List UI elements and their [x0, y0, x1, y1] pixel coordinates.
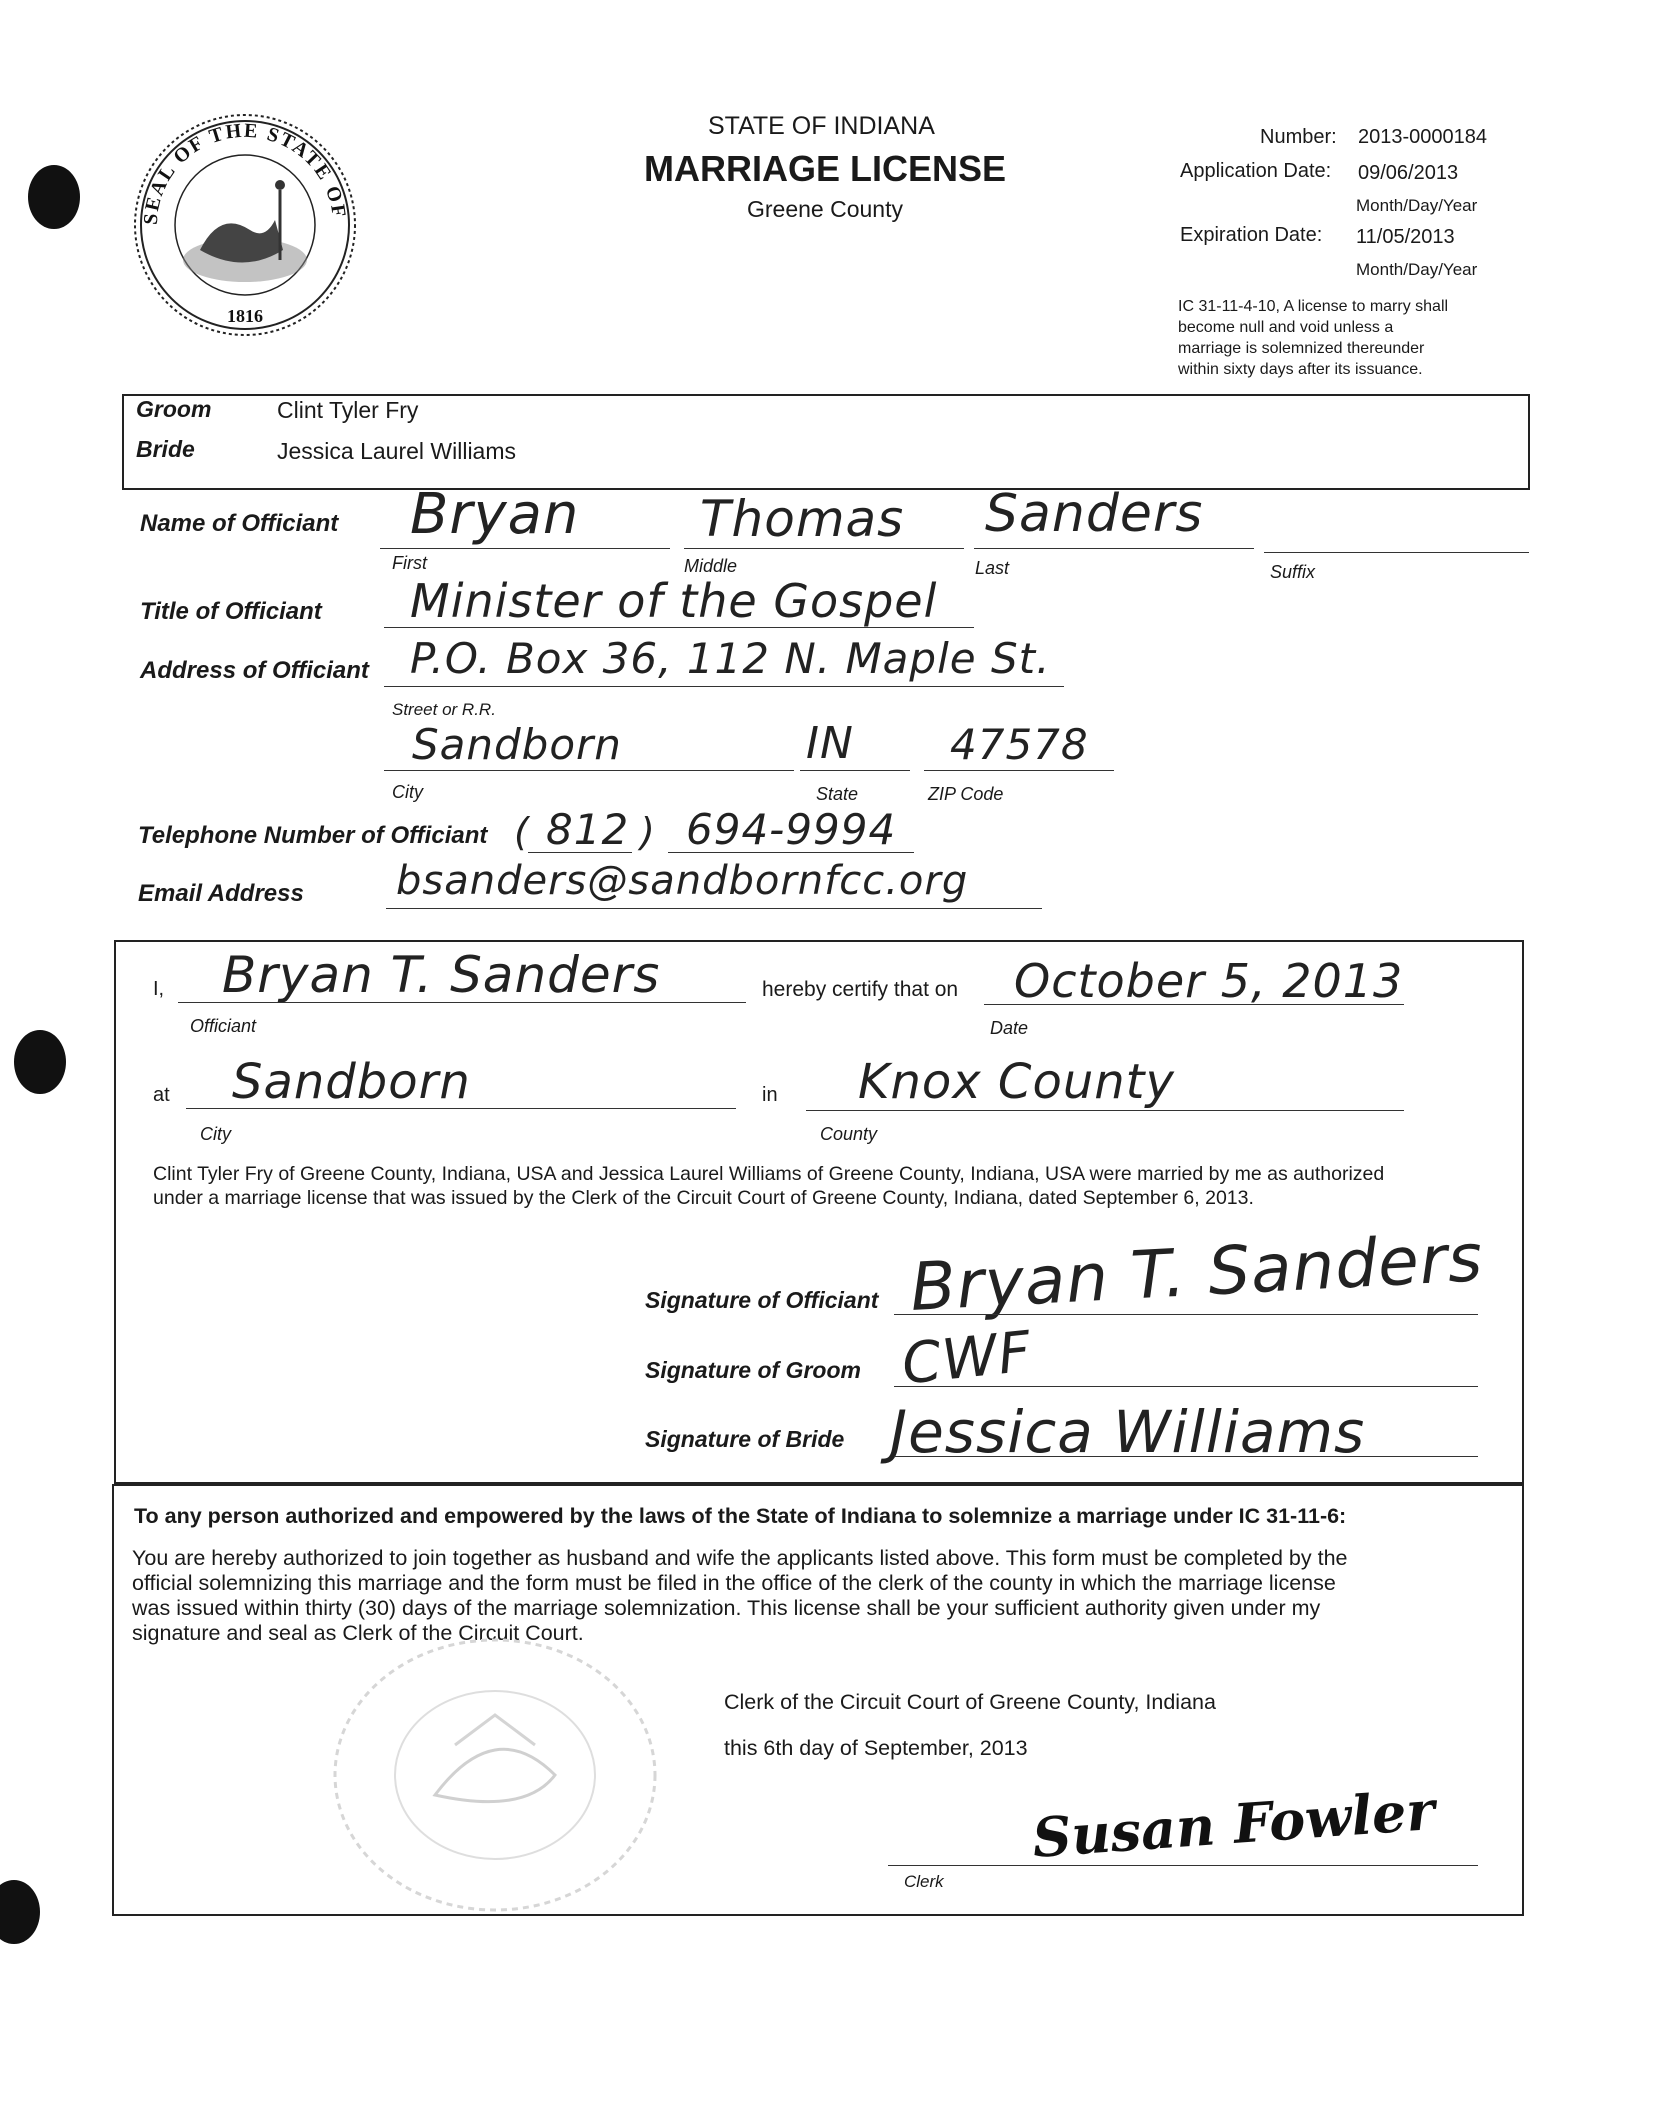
punch-hole-top: [28, 165, 80, 229]
cert-county: Knox County: [858, 1054, 1175, 1110]
groom-name: Clint Tyler Fry: [277, 397, 419, 423]
officiant-zip: 47578: [950, 720, 1089, 769]
clerk-caption: Clerk: [904, 1872, 944, 1891]
middle-name-line: [684, 548, 964, 549]
cert-date: October 5, 2013: [1014, 954, 1404, 1008]
svg-text:SEAL OF THE STATE OF INDIANA: [130, 110, 350, 226]
state-line: [800, 770, 910, 771]
street-line: [384, 686, 1064, 687]
embossed-seal-graphic: [325, 1635, 665, 1915]
phone-close-paren: ): [640, 810, 656, 854]
officiant-address-label: Address of Officiant: [140, 657, 369, 684]
last-name-line: [974, 548, 1254, 549]
seal-graphic: [130, 110, 360, 340]
punch-hole-bottom: [0, 1880, 40, 1944]
suffix-line: [1264, 552, 1529, 553]
bride-name: Jessica Laurel Williams: [277, 438, 517, 464]
seal-text: SEAL OF THE STATE OF: [139, 119, 350, 226]
sig-officiant: Bryan T. Sanders: [908, 1219, 1485, 1326]
document-title: MARRIAGE LICENSE: [644, 148, 1007, 189]
cert-county-caption: County: [820, 1124, 878, 1144]
cert-date-caption: Date: [990, 1018, 1029, 1038]
cert-officiant-name: Bryan T. Sanders: [222, 946, 661, 1004]
suffix-caption: Suffix: [1270, 562, 1316, 582]
sig-groom: CWF: [898, 1319, 1035, 1398]
phone-area-code: 812: [546, 805, 630, 854]
sig-officiant-line: [894, 1314, 1478, 1315]
clerk-title: Clerk of the Circuit Court of Greene County, Indiana: [724, 1690, 1216, 1714]
zip-line: [924, 770, 1114, 771]
cert-in-label: in: [762, 1084, 778, 1106]
officiant-phone-label: Telephone Number of Officiant: [138, 822, 488, 849]
cert-officiant-caption: Officiant: [190, 1016, 257, 1036]
title-line: [384, 627, 974, 628]
sig-groom-label: Signature of Groom: [645, 1357, 861, 1383]
expiration-date-label: Expiration Date:: [1180, 224, 1323, 246]
clerk-signature: Susan Fowler: [1030, 1778, 1437, 1870]
officiant-email: bsanders@sandbornfcc.org: [396, 858, 969, 904]
officiant-middle-name: Thomas: [700, 490, 905, 548]
cert-city-line: [186, 1108, 736, 1109]
application-date-format: Month/Day/Year: [1356, 196, 1478, 215]
cert-city: Sandborn: [232, 1054, 471, 1110]
city-line: [384, 770, 794, 771]
street-caption: Street or R.R.: [392, 700, 496, 719]
state-caption: State: [816, 784, 859, 804]
officiant-first-name: Bryan: [410, 482, 580, 547]
number-label: Number:: [1260, 126, 1337, 148]
license-number: 2013-0000184: [1358, 126, 1488, 148]
last-caption: Last: [975, 558, 1010, 578]
cert-statement: Clint Tyler Fry of Greene County, Indiana, USA and Jessica Laurel Williams of Greene County, Indiana, USA were married by me as authorized under a marriage license that was issued by the Clerk of the Circuit Court of Greene County, Indiana, dated September 6, 2013.: [153, 1163, 1385, 1209]
cert-at-label: at: [153, 1084, 170, 1106]
expiration-date-format: Month/Day/Year: [1356, 260, 1478, 279]
cert-county-line: [806, 1110, 1404, 1111]
authorization-body: You are hereby authorized to join together as husband and wife the applicants listed above. This form must be completed by the official solemnizing this marriage and the form must be filed in the office of the clerk of the county in which the marriage license was issued within thirty (30) days of the marriage solemnization. This license shall be your sufficient authority given under my signature and seal as Clerk of the Circuit Court.: [132, 1546, 1348, 1645]
first-caption: First: [392, 553, 427, 573]
cert-officiant-line: [178, 1002, 746, 1003]
city-caption: City: [392, 782, 423, 802]
cert-city-caption: City: [200, 1124, 231, 1144]
seal-year: 1816: [227, 306, 263, 326]
sig-groom-line: [894, 1386, 1478, 1387]
sig-bride-line: [894, 1456, 1478, 1457]
officiant-name-label: Name of Officiant: [140, 510, 339, 537]
state-seal: [130, 110, 360, 340]
state-heading: STATE OF INDIANA: [708, 112, 935, 140]
application-date: 09/06/2013: [1358, 162, 1459, 184]
area-code-line: [528, 852, 632, 853]
officiant-state: IN: [806, 718, 854, 769]
officiant-title: Minister of the Gospel: [410, 574, 938, 628]
county-heading: Greene County: [747, 196, 903, 222]
cert-certify-label: hereby certify that on: [762, 978, 959, 1001]
clerk-signature-line: [888, 1865, 1478, 1866]
sig-officiant-label: Signature of Officiant: [645, 1287, 879, 1313]
punch-hole-middle: [14, 1030, 66, 1094]
validity-notice: IC 31-11-4-10, A license to marry shall become null and void unless a marriage is solemnized thereunder within sixty days after its issuance.: [1178, 298, 1449, 378]
middle-caption: Middle: [684, 556, 738, 576]
clerk-date: this 6th day of September, 2013: [724, 1736, 1028, 1760]
officiant-city: Sandborn: [412, 720, 622, 769]
sig-bride-label: Signature of Bride: [645, 1426, 845, 1452]
cert-date-line: [984, 1004, 1404, 1005]
phone-number: 694-9994: [686, 805, 897, 854]
phone-line: [668, 852, 914, 853]
sig-bride: Jessica Williams: [890, 1398, 1366, 1466]
officiant-last-name: Sanders: [985, 484, 1204, 544]
authorization-heading: To any person authorized and empowered by the laws of the State of Indiana to solemnize a marriage under IC 31-11-6:: [134, 1504, 1347, 1528]
expiration-date: 11/05/2013: [1356, 226, 1455, 248]
cert-i-label: I,: [153, 978, 165, 1000]
email-line: [386, 908, 1042, 909]
application-date-label: Application Date:: [1180, 160, 1332, 182]
first-name-line: [380, 548, 670, 549]
phone-open-paren: (: [514, 810, 530, 854]
bride-label: Bride: [136, 436, 195, 462]
zip-caption: ZIP Code: [928, 784, 1004, 804]
groom-label: Groom: [136, 396, 212, 422]
officiant-title-label: Title of Officiant: [140, 598, 322, 625]
embossed-court-seal: [325, 1635, 665, 1915]
officiant-email-label: Email Address: [138, 880, 304, 907]
officiant-street: P.O. Box 36, 112 N. Maple St.: [410, 634, 1051, 683]
